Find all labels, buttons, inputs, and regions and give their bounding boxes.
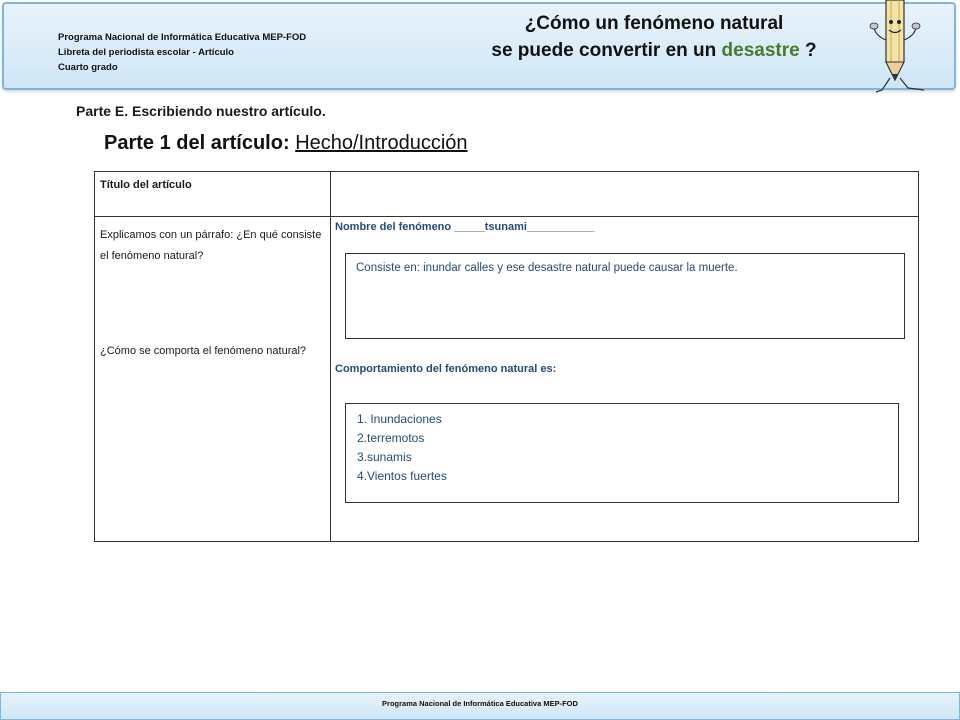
consists-text: Consiste en: inundar calles y ese desastre natural puede causar la muerte. [356,262,738,274]
header-program-info [58,30,306,75]
phenomenon-name: Nombre del fenómeno _____tsunami___________ [335,221,595,233]
behavior-item: 3.sunamis [357,450,412,464]
grade-label: Cuarto grado [58,62,118,73]
behavior-label: Comportamiento del fenómeno natural es: [335,363,557,375]
title-line2-prefix: se puede convertir en un [491,40,722,61]
behavior-item: 4.Vientos fuertes [357,469,447,483]
article-title-field[interactable] [331,172,919,217]
table-row-title [95,172,919,217]
title-suffix: ? [799,40,817,61]
footer-bar [0,692,960,720]
part-title [104,132,468,155]
footer-text: Programa Nacional de Informática Educativa MEP-FOD [382,699,578,708]
title-line2 [434,37,874,64]
notebook-name: Libreta del periodista escolar - Artículo [58,47,234,58]
table-row-body [95,217,919,542]
section-title: Parte E. Escribiendo nuestro artículo. [76,103,326,119]
question-behavior: ¿Cómo se comporta el fenómeno natural? [100,345,307,357]
pencil-mascot-icon [864,0,936,94]
page-title [434,10,874,64]
consists-box[interactable] [345,253,905,339]
article-title-label: Título del artículo [95,172,331,217]
program-name: Programa Nacional de Informática Educativa MEP-FOD [58,32,307,43]
title-line1: ¿Cómo un fenómeno natural [524,13,784,34]
behavior-item: 2.terremotos [357,431,425,445]
article-table [94,171,919,542]
part-topic: Hecho/Introducción [295,132,468,154]
answers-cell [331,217,919,542]
behavior-item: 1. Inundaciones [357,412,442,426]
questions-cell [95,217,331,542]
question-phenomenon: Explicamos con un párrafo: ¿En qué consiste el fenómeno natural? [100,229,322,262]
part-label: Parte 1 del artículo: [104,132,290,154]
title-highlight: desastre [721,40,800,61]
header-banner [2,2,956,90]
behavior-box[interactable] [345,403,899,503]
